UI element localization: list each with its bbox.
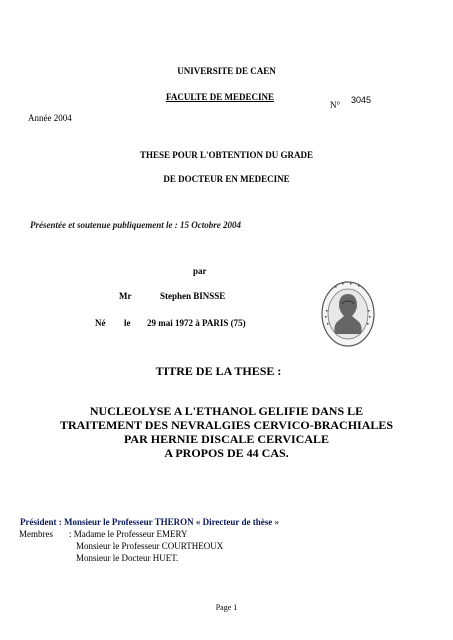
title-heading: TITRE DE LA THESE : <box>155 364 282 378</box>
president-line <box>20 517 279 527</box>
president-name: Monsieur le Professeur THERON « <box>64 517 201 527</box>
faculty-name: FACULTE DE MEDECINE <box>166 92 275 102</box>
thesis-title-line-2: TRAITEMENT DES NEVRALGIES CERVICO-BRACHIALES <box>59 418 394 432</box>
presentation-date: Présentée et soutenue publiquement le : 15 Octobre 2004 <box>30 220 241 230</box>
born-value: 29 mai 1972 à PARIS (75) <box>147 318 246 328</box>
par-label: par <box>193 266 207 276</box>
year: Année 2004 <box>28 113 72 123</box>
president-label: Président : <box>20 517 62 527</box>
thesis-title-line-3: PAR HERNIE DISCALE CERVICALE <box>123 432 330 446</box>
thesis-line-2: DE DOCTEUR EN MEDECINE <box>163 174 290 184</box>
member-1: : Madame le Professeur EMERY <box>69 529 188 539</box>
president-close: » <box>274 517 279 527</box>
page-number: Page 1 <box>215 603 238 612</box>
thesis-number: 3045 <box>351 95 372 105</box>
author-title: Mr <box>119 291 132 301</box>
thesis-line-1: THESE POUR L'OBTENTION DU GRADE <box>139 150 314 160</box>
president-role: Directeur de thèse <box>202 517 273 527</box>
author-name: Stephen BINSSE <box>160 291 226 301</box>
born-label: Né <box>95 318 106 328</box>
member-3: Monsieur le Docteur HUET. <box>76 553 179 563</box>
members-label: Membres <box>19 529 53 539</box>
library-seal-icon <box>320 280 376 348</box>
born-le: le <box>124 318 131 328</box>
thesis-title-line-1: NUCLEOLYSE A L'ETHANOL GELIFIE DANS LE <box>89 404 364 418</box>
number-label: N° <box>330 100 341 110</box>
member-2: Monsieur le Professeur COURTHEOUX <box>76 541 224 551</box>
thesis-title-line-4: A PROPOS DE 44 CAS. <box>164 446 289 460</box>
university-name: UNIVERSITE DE CAEN <box>177 66 276 76</box>
